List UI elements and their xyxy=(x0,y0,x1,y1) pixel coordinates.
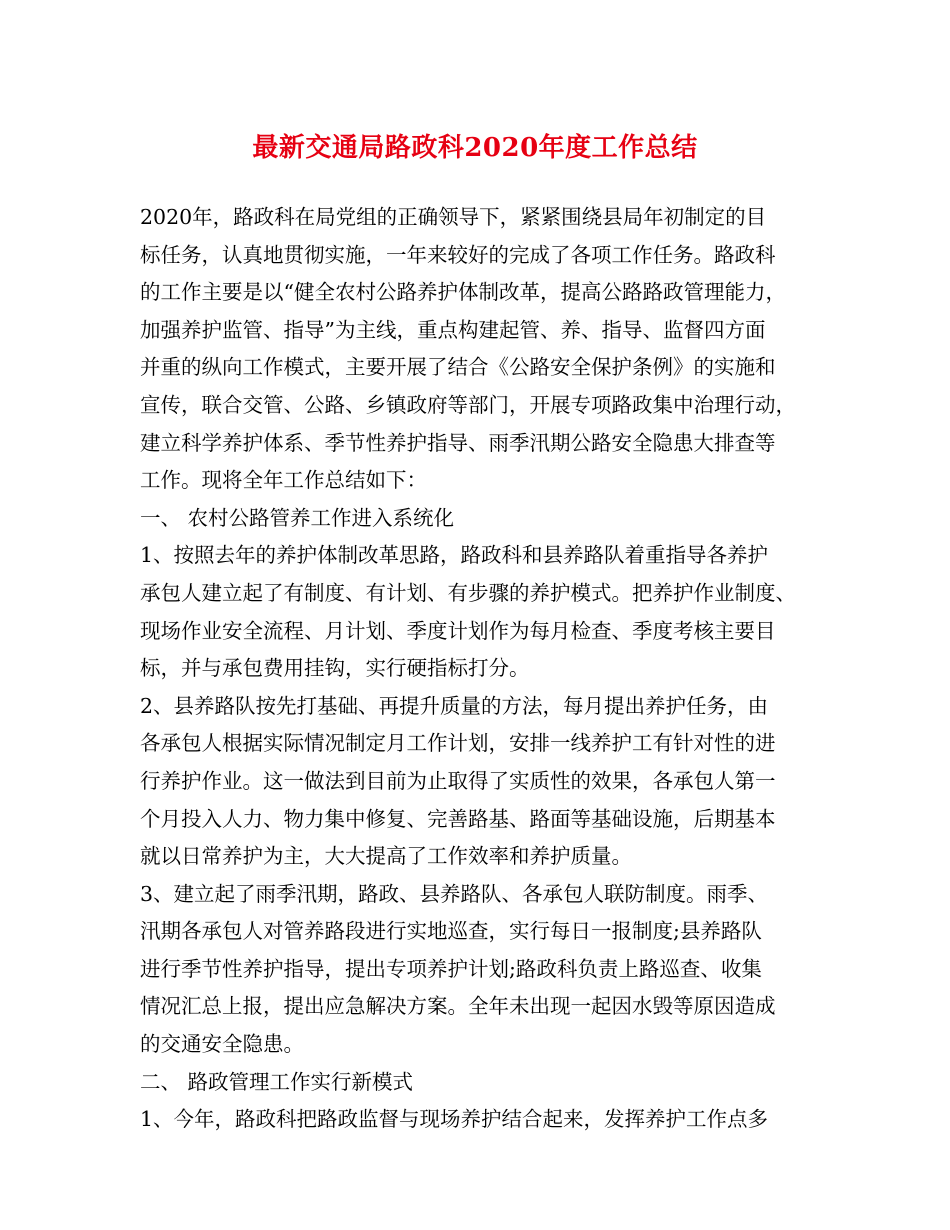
document-title: 最新交通局路政科2020年度工作总结 xyxy=(252,133,698,163)
body-line: 1、按照去年的养护体制改革思路，路政科和县养路队着重指导各养护 xyxy=(140,543,769,568)
body-line: 标，并与承包费用挂钩，实行硬指标打分。 xyxy=(140,656,530,681)
body-line: 承包人建立起了有制度、有计划、有步骤的养护模式。把养护作业制度、 xyxy=(140,580,796,605)
body-line: 现场作业安全流程、月计划、季度计划作为每月检查、季度考核主要目 xyxy=(140,618,776,643)
body-line: 1、今年，路政科把路政监督与现场养护结合起来，发挥养护工作点多 xyxy=(140,1107,769,1132)
body-line: 3、建立起了雨季汛期，路政、县养路队、各承包人联防制度。雨季、 xyxy=(140,881,769,906)
body-line: 2020年，路政科在局党组的正确领导下，紧紧围绕县局年初制定的目 xyxy=(140,205,767,229)
body-line: 并重的纵向工作模式，主要开展了结合《公路安全保护条例》的实施和 xyxy=(140,355,776,380)
section-heading-2: 二、 路政管理工作实行新模式 xyxy=(140,1069,414,1094)
body-line: 宣传，联合交管、公路、乡镇政府等部门，开展专项路政集中治理行动， xyxy=(140,392,796,417)
body-line: 个月投入人力、物力集中修复、完善路基、路面等基础设施，后期基本 xyxy=(140,806,776,831)
body-line: 进行季节性养护指导，提出专项养护计划;路政科负责上路巡查、收集 xyxy=(140,956,762,981)
body-line: 的交通安全隐患。 xyxy=(140,1032,304,1057)
body-line: 的工作主要是以“健全农村公路养护体制改革，提高公路路政管理能力， xyxy=(140,280,786,305)
body-line: 情况汇总上报，提出应急解决方案。全年未出现一起因水毁等原因造成 xyxy=(140,994,776,1019)
body-line: 2、县养路队按先打基础、再提升质量的方法，每月提出养护任务，由 xyxy=(140,693,769,718)
body-line: 汛期各承包人对管养路段进行实地巡查，实行每日一报制度;县养路队 xyxy=(140,919,762,944)
body-line: 就以日常养护为主，大大提高了工作效率和养护质量。 xyxy=(140,844,632,869)
document-body xyxy=(140,199,820,1139)
body-line: 行养护作业。这一做法到目前为止取得了实质性的效果，各承包人第一 xyxy=(140,768,776,793)
body-line: 标任务，认真地贯彻实施，一年来较好的完成了各项工作任务。路政科 xyxy=(140,242,776,267)
body-line: 加强养护监管、指导”为主线，重点构建起管、养、指导、监督四方面 xyxy=(140,317,766,342)
body-line: 工作。现将全年工作总结如下： xyxy=(140,468,427,493)
body-line: 建立科学养护体系、季节性养护指导、雨季汛期公路安全隐患大排查等 xyxy=(140,430,776,455)
section-heading-1: 一、 农村公路管养工作进入系统化 xyxy=(140,505,455,530)
body-line: 各承包人根据实际情况制定月工作计划，安排一线养护工有针对性的进 xyxy=(140,731,776,756)
